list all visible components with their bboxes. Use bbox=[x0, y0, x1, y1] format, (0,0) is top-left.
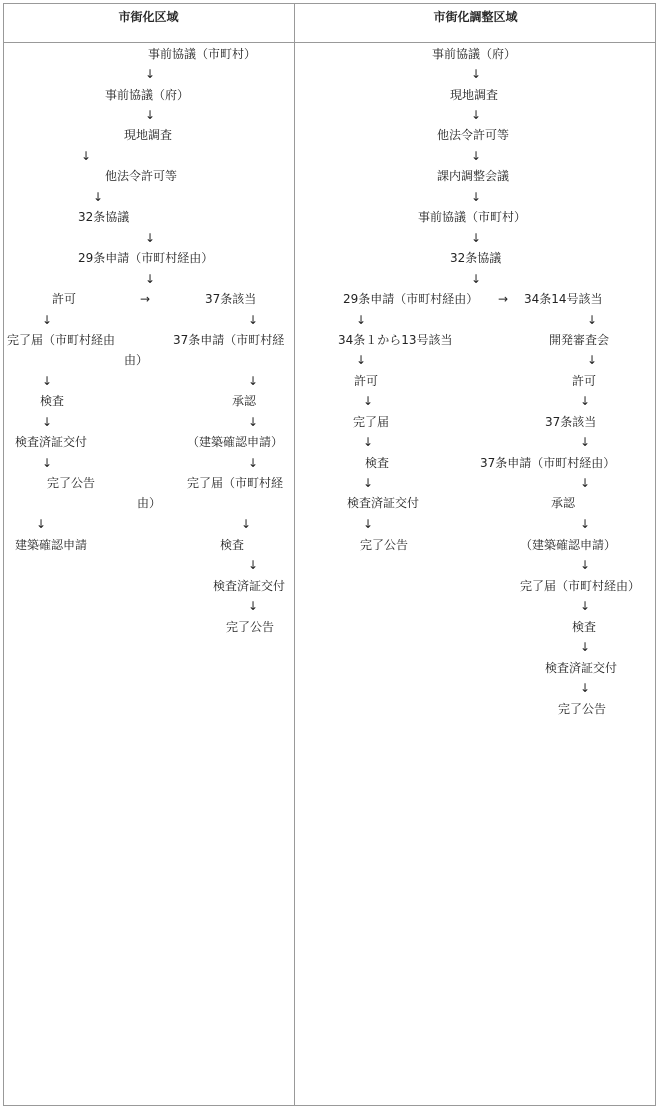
down-arrow: ↓ bbox=[363, 517, 374, 531]
down-arrow: ↓ bbox=[587, 353, 598, 367]
left-a-completion-notice: 完了届（市町村経由 bbox=[7, 333, 116, 347]
right-b-inspection-certificate: 検査済証交付 bbox=[545, 661, 618, 675]
down-arrow: ↓ bbox=[580, 517, 591, 531]
right-b-article37-applicable: 37条該当 bbox=[545, 415, 597, 429]
down-arrow: ↓ bbox=[471, 190, 482, 204]
down-arrow: ↓ bbox=[471, 272, 482, 286]
right-b-approval: 承認 bbox=[551, 496, 576, 510]
down-arrow: ↓ bbox=[580, 681, 591, 695]
right-arrow: → bbox=[140, 292, 151, 306]
down-arrow: ↓ bbox=[580, 599, 591, 613]
left-a-building-confirmation: 建築確認申請 bbox=[15, 538, 88, 552]
left-b-completion-notice-cont: 由） bbox=[137, 496, 162, 510]
down-arrow: ↓ bbox=[248, 456, 259, 470]
down-arrow: ↓ bbox=[145, 272, 156, 286]
down-arrow: ↓ bbox=[36, 517, 47, 531]
down-arrow: ↓ bbox=[471, 149, 482, 163]
down-arrow: ↓ bbox=[81, 149, 92, 163]
right-step-internal-coordination: 課内調整会議 bbox=[437, 169, 510, 183]
left-b-completion-notice: 完了届（市町村経 bbox=[187, 476, 284, 490]
down-arrow: ↓ bbox=[93, 190, 104, 204]
right-a-permit: 許可 bbox=[354, 374, 379, 388]
down-arrow: ↓ bbox=[587, 313, 598, 327]
right-step-article32-consult: 32条協議 bbox=[450, 251, 502, 265]
down-arrow: ↓ bbox=[248, 374, 259, 388]
right-step-prior-consult-municipality: 事前協議（市町村） bbox=[418, 210, 527, 224]
down-arrow: ↓ bbox=[580, 640, 591, 654]
right-b-completion-announcement: 完了公告 bbox=[558, 702, 607, 716]
right-b-article34-14: 34条14号該当 bbox=[524, 292, 603, 306]
down-arrow: ↓ bbox=[356, 313, 367, 327]
left-b-building-confirmation: （建築確認申請） bbox=[187, 435, 284, 449]
down-arrow: ↓ bbox=[471, 67, 482, 81]
down-arrow: ↓ bbox=[145, 231, 156, 245]
right-step-article29-application: 29条申請（市町村経由） bbox=[343, 292, 479, 306]
right-arrow: → bbox=[498, 292, 509, 306]
down-arrow: ↓ bbox=[248, 313, 259, 327]
down-arrow: ↓ bbox=[471, 108, 482, 122]
right-b-permit: 許可 bbox=[572, 374, 597, 388]
right-a-article34-1-13: 34条１から13号該当 bbox=[338, 333, 453, 347]
down-arrow: ↓ bbox=[363, 476, 374, 490]
right-b-inspection: 検査 bbox=[572, 620, 597, 634]
left-b-inspection: 検査 bbox=[220, 538, 245, 552]
right-step-other-law-permits: 他法令許可等 bbox=[437, 128, 510, 142]
down-arrow: ↓ bbox=[471, 231, 482, 245]
right-a-inspection-certificate: 検査済証交付 bbox=[347, 496, 420, 510]
right-a-completion-announcement: 完了公告 bbox=[360, 538, 409, 552]
down-arrow: ↓ bbox=[42, 415, 53, 429]
down-arrow: ↓ bbox=[42, 456, 53, 470]
header-urbanization-control-area: 市街化調整区域 bbox=[433, 10, 518, 24]
down-arrow: ↓ bbox=[580, 435, 591, 449]
down-arrow: ↓ bbox=[363, 435, 374, 449]
down-arrow: ↓ bbox=[145, 67, 156, 81]
left-b-article37-applicable: 37条該当 bbox=[205, 292, 257, 306]
right-a-inspection: 検査 bbox=[365, 456, 390, 470]
left-step-prior-consult-municipality: 事前協議（市町村） bbox=[148, 47, 257, 61]
down-arrow: ↓ bbox=[356, 353, 367, 367]
down-arrow: ↓ bbox=[145, 108, 156, 122]
right-b-building-confirmation: （建築確認申請） bbox=[520, 538, 617, 552]
left-a-inspection-certificate: 検査済証交付 bbox=[15, 435, 88, 449]
left-b-article37-application: 37条申請（市町村経 bbox=[173, 333, 285, 347]
down-arrow: ↓ bbox=[248, 599, 259, 613]
down-arrow: ↓ bbox=[580, 394, 591, 408]
left-b-approval: 承認 bbox=[232, 394, 257, 408]
left-a-inspection: 検査 bbox=[40, 394, 65, 408]
right-b-completion-notice: 完了届（市町村経由） bbox=[520, 579, 641, 593]
left-step-prior-consult-prefecture: 事前協議（府） bbox=[105, 88, 190, 102]
left-a-permit: 許可 bbox=[52, 292, 77, 306]
down-arrow: ↓ bbox=[248, 415, 259, 429]
left-step-site-survey: 現地調査 bbox=[124, 128, 173, 142]
table-frame bbox=[3, 3, 656, 1106]
left-step-article29-application: 29条申請（市町村経由） bbox=[78, 251, 214, 265]
down-arrow: ↓ bbox=[241, 517, 252, 531]
right-b-development-review-board: 開発審査会 bbox=[549, 333, 610, 347]
right-step-prior-consult-prefecture: 事前協議（府） bbox=[432, 47, 517, 61]
down-arrow: ↓ bbox=[580, 558, 591, 572]
left-a-completion-announcement: 完了公告 bbox=[47, 476, 96, 490]
left-a-completion-notice-cont: 由） bbox=[124, 353, 149, 367]
left-step-article32-consult: 32条協議 bbox=[78, 210, 130, 224]
down-arrow: ↓ bbox=[42, 374, 53, 388]
down-arrow: ↓ bbox=[248, 558, 259, 572]
left-b-completion-announcement: 完了公告 bbox=[226, 620, 275, 634]
column-divider bbox=[294, 3, 295, 1106]
down-arrow: ↓ bbox=[363, 394, 374, 408]
down-arrow: ↓ bbox=[42, 313, 53, 327]
down-arrow: ↓ bbox=[580, 476, 591, 490]
left-step-other-law-permits: 他法令許可等 bbox=[105, 169, 178, 183]
right-b-article37-application: 37条申請（市町村経由） bbox=[480, 456, 616, 470]
right-a-completion-notice: 完了届 bbox=[353, 415, 390, 429]
right-step-site-survey: 現地調査 bbox=[450, 88, 499, 102]
left-b-inspection-certificate: 検査済証交付 bbox=[213, 579, 286, 593]
header-urbanization-area: 市街化区域 bbox=[118, 10, 179, 24]
header-divider bbox=[3, 42, 656, 43]
